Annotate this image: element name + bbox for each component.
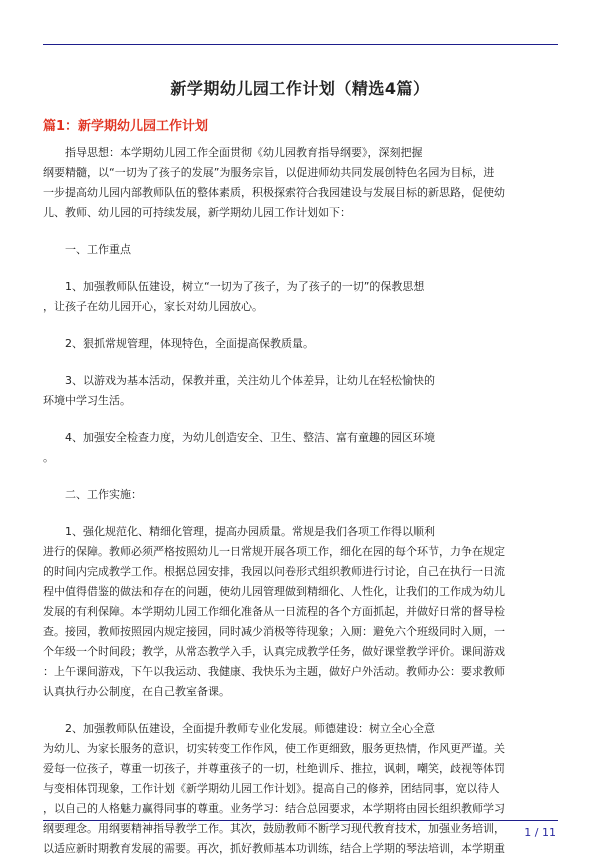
body-line: 指导思想：本学期幼儿园工作全面贯彻《幼儿园教育指导纲要》，深刻把握	[43, 146, 423, 159]
body-line: 与变相体罚现象，工作计划《新学期幼儿园工作计划》。提高自己的修养，团结同事，宽以待人	[43, 782, 500, 795]
body-line: 4、加强安全检查力度，为幼儿创造安全、卫生、整洁、富有童趣的园区环境	[43, 431, 435, 444]
body-line: 1、强化规范化、精细化管理，提高办园质量。常规是我们各项工作得以顺利	[43, 525, 435, 538]
body-line: 查。接园，教师按照园内规定接园，同时减少消极等待现象；入厕：避免六个班级同时入厕，一	[43, 625, 505, 638]
footer-rule	[43, 820, 558, 821]
body-line: 的时间内完成教学工作。根据总园安排，我园以问卷形式组织教师进行讨论，自己在执行一日流	[43, 565, 505, 578]
document-body	[43, 143, 558, 859]
section-heading: 篇1：新学期幼儿园工作计划	[43, 119, 209, 134]
body-line: 2、狠抓常规管理，体现特色，全面提高保教质量。	[43, 337, 314, 350]
body-line: 纲要精髓，以“一切为了孩子的发展”为服务宗旨，以促进师幼共同发展创特色名园为目标，进	[43, 166, 495, 179]
body-line: 二、工作实施：	[43, 488, 142, 501]
body-line: 为幼儿、为家长服务的意识，切实转变工作作风，使工作更细致，服务更热情，作风更严谨。关	[43, 742, 505, 755]
body-line: ，让孩子在幼儿园开心，家长对幼儿园放心。	[43, 300, 263, 313]
body-line: 一步提高幼儿园内部教师队伍的整体素质，积极探索符合我园建设与发展目标的新思路，促使幼	[43, 186, 505, 199]
body-line: 认真执行办公制度，在自己教室备课。	[43, 685, 230, 698]
body-line: ：上午课间游戏，下午以我运动、我健康、我快乐为主题，做好户外活动。教师办公：要求教师	[43, 665, 505, 678]
body-line: 。	[43, 451, 54, 464]
body-line: 1、加强教师队伍建设，树立“一切为了孩子，为了孩子的一切”的保教思想	[43, 280, 425, 293]
body-line: 以适应新时期教育发展的需要。再次，抓好教师基本功训练，结合上学期的琴法培训，本学期重	[43, 842, 505, 855]
body-line: 进行的保障。教师必须严格按照幼儿一日常规开展各项工作，细化在园的每个环节，力争在规定	[43, 545, 505, 558]
body-line: 爱每一位孩子，尊重一切孩子，并尊重孩子的一切，杜绝训斥、推拉，讽刺，嘲笑，歧视等体罚	[43, 762, 505, 775]
document-title: 新学期幼儿园工作计划（精选4篇）	[170, 79, 430, 98]
header-rule	[43, 44, 558, 45]
body-line: 一、工作重点	[43, 243, 131, 256]
body-line: 个年级一个时间段；教学，从常态教学入手，认真完成教学任务，做好课堂教学评价。课间游戏	[43, 645, 505, 658]
body-line: 纲要理念。用纲要精神指导教学工作。其次，鼓励教师不断学习现代教育技术，加强业务培训，	[43, 822, 505, 835]
body-line: 儿、教师、幼儿园的可持续发展，新学期幼儿园工作计划如下：	[43, 206, 351, 219]
body-line: ，以自己的人格魅力赢得同事的尊重。业务学习：结合总园要求，本学期将由园长组织教师学习	[43, 802, 505, 815]
body-line: 程中值得借鉴的做法和存在的问题，使幼儿园管理做到精细化、人性化，让我们的工作成为幼儿	[43, 585, 505, 598]
page-number: 1 / 11	[524, 826, 556, 839]
body-line: 发展的有利保障。本学期幼儿园工作细化准备从一日流程的各个方面抓起，并做好日常的督导检	[43, 605, 505, 618]
body-line: 环境中学习生活。	[43, 394, 131, 407]
body-line: 2、加强教师队伍建设，全面提升教师专业化发展。师德建设：树立全心全意	[43, 722, 435, 735]
body-line: 3、以游戏为基本活动，保教并重，关注幼儿个体差异，让幼儿在轻松愉快的	[43, 374, 435, 387]
